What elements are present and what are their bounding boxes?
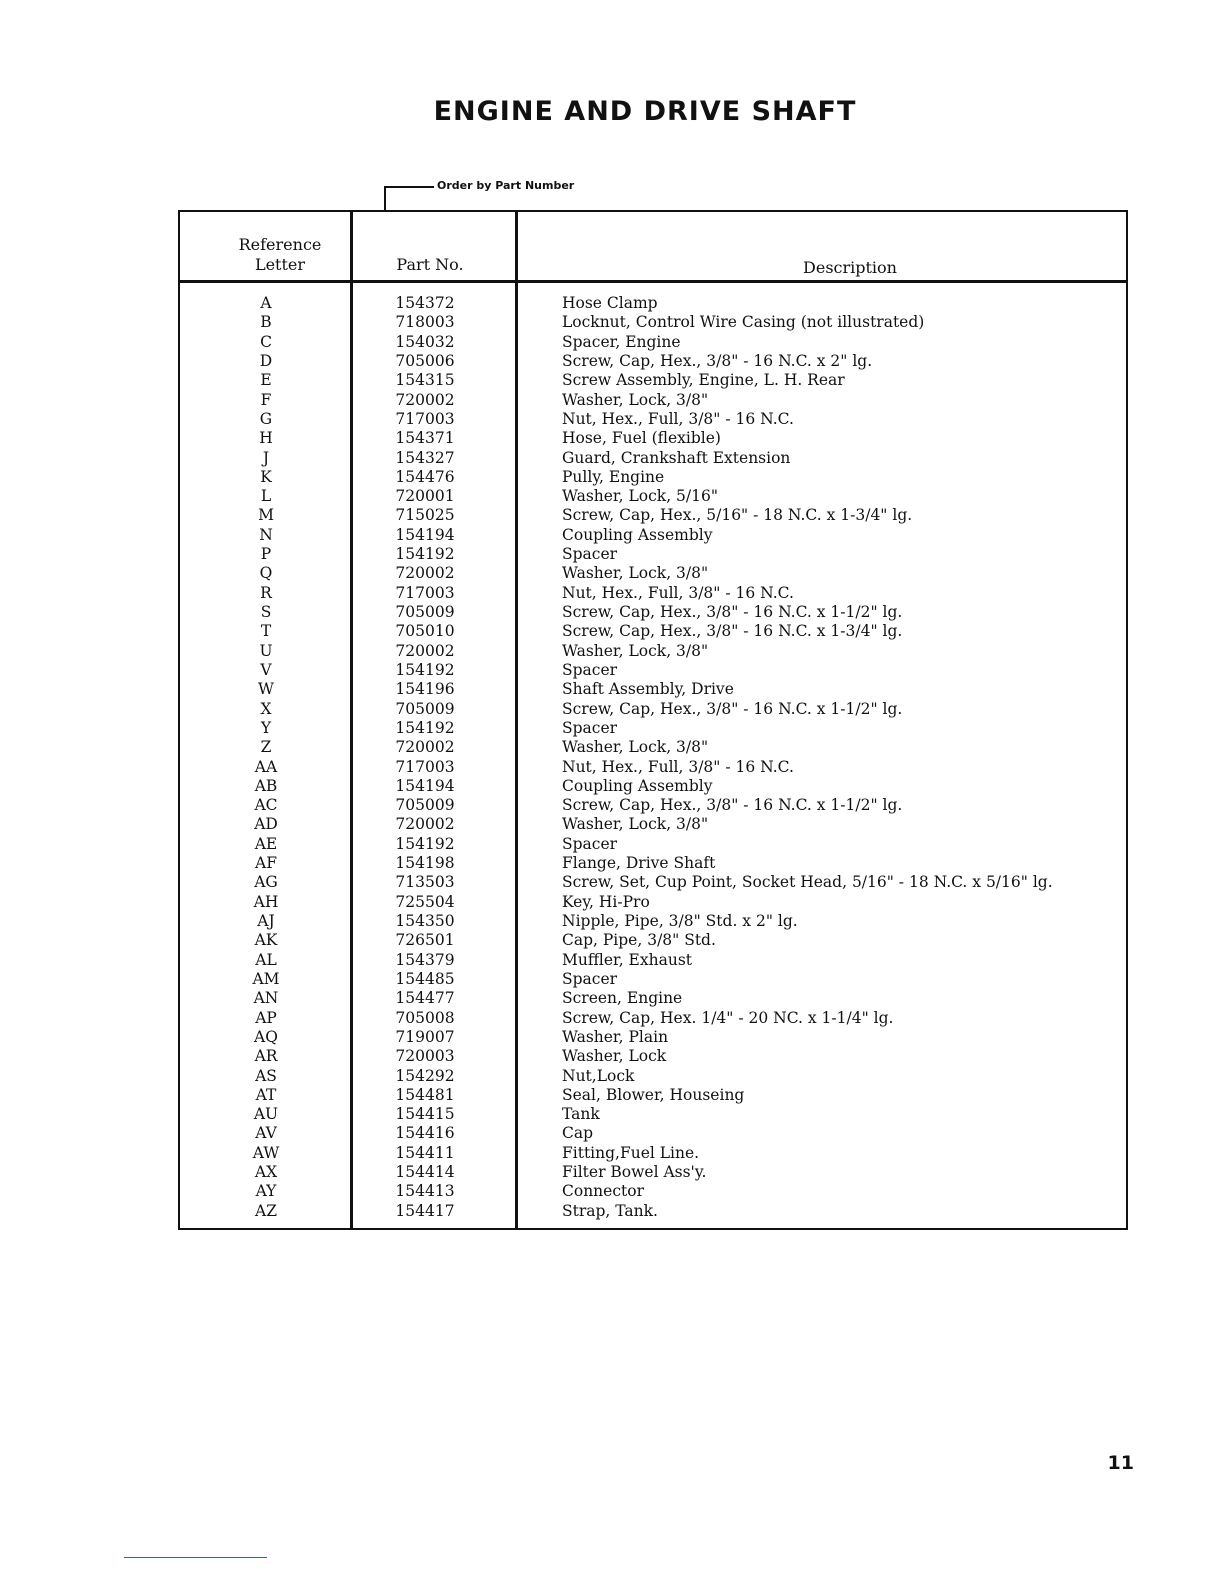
- description-cell: Nut, Hex., Full, 3/8" - 16 N.C.: [562, 409, 794, 428]
- reference-letter-cell: AF: [255, 854, 277, 873]
- description-cell: Washer, Lock: [562, 1047, 667, 1066]
- table-row: [180, 989, 1126, 1008]
- reference-letter-cell: A: [260, 294, 272, 312]
- table-row: [180, 873, 1126, 892]
- part-number-cell: 705009: [395, 699, 455, 718]
- reference-letter-cell: W: [258, 680, 274, 699]
- part-number-cell: 720002: [395, 815, 455, 834]
- table-row: [180, 429, 1126, 448]
- part-number-cell: 154414: [395, 1163, 455, 1182]
- table-row: [180, 642, 1126, 661]
- part-number-cell: 154485: [395, 969, 455, 988]
- description-cell: Screw, Cap, Hex., 3/8" - 16 N.C. x 1-1/2" lg.: [562, 603, 903, 621]
- table-row: [180, 584, 1126, 603]
- reference-letter-cell: AD: [254, 815, 278, 834]
- header-part-no: Part No.: [396, 255, 464, 274]
- part-number-cell: 720002: [395, 738, 455, 757]
- part-number-cell: 713503: [395, 873, 455, 892]
- table-row: [180, 1202, 1126, 1221]
- description-cell: Spacer: [562, 545, 618, 564]
- reference-letter-cell: K: [260, 467, 272, 486]
- order-note: Order by Part Number: [437, 179, 575, 192]
- table-row: [180, 1163, 1126, 1182]
- reference-letter-cell: J: [262, 448, 270, 467]
- order-note-bracket: [384, 186, 434, 188]
- table-row: [180, 352, 1126, 371]
- reference-letter-cell: AB: [254, 776, 278, 795]
- reference-letter-cell: T: [260, 622, 272, 641]
- page-title: ENGINE AND DRIVE SHAFT: [433, 96, 857, 127]
- table-row: [180, 1047, 1126, 1066]
- reference-letter-cell: AJ: [257, 912, 275, 930]
- description-cell: Cap: [562, 1124, 594, 1143]
- description-cell: Screw, Cap, Hex., 5/16" - 18 N.C. x 1-3/4" lg.: [562, 506, 913, 525]
- description-cell: Hose Clamp: [562, 294, 658, 312]
- reference-letter-cell: AK: [254, 931, 278, 950]
- part-number-cell: 154477: [395, 989, 455, 1008]
- reference-letter-cell: L: [260, 487, 272, 506]
- table-row: [180, 1009, 1126, 1028]
- reference-letter-cell: U: [259, 641, 273, 660]
- table-row: [180, 564, 1126, 583]
- description-cell: Washer, Lock, 3/8": [562, 390, 709, 409]
- description-cell: Guard, Crankshaft Extension: [562, 448, 791, 467]
- reference-letter-cell: AN: [253, 989, 279, 1008]
- part-number-cell: 705008: [395, 1008, 455, 1027]
- table-row: [180, 661, 1126, 680]
- reference-letter-cell: AG: [254, 873, 278, 892]
- table-row: [180, 970, 1126, 989]
- order-note-pointer: [384, 186, 386, 210]
- description-cell: Screen, Engine: [562, 989, 683, 1008]
- part-number-cell: 154413: [395, 1182, 455, 1201]
- reference-letter-cell: AT: [255, 1085, 277, 1104]
- part-number-cell: 154476: [395, 467, 455, 486]
- description-cell: Screw, Cap, Hex., 3/8" - 16 N.C. x 1-1/2" lg.: [562, 699, 903, 718]
- part-number-cell: 154032: [395, 332, 455, 351]
- description-cell: Spacer, Engine: [562, 332, 681, 351]
- description-cell: Coupling Assembly: [562, 776, 713, 795]
- part-number-cell: 154194: [395, 776, 455, 795]
- reference-letter-cell: B: [260, 313, 272, 332]
- part-number-cell: 154371: [395, 429, 455, 448]
- reference-letter-cell: AZ: [255, 1201, 277, 1220]
- description-cell: Screw, Cap, Hex., 3/8" - 16 N.C. x 1-3/4" lg.: [562, 622, 903, 641]
- reference-letter-cell: E: [260, 371, 272, 390]
- description-cell: Washer, Lock, 3/8": [562, 738, 709, 757]
- table-row: [180, 603, 1126, 622]
- reference-letter-cell: AC: [254, 796, 278, 815]
- table-row: [180, 854, 1126, 873]
- table-row: [180, 738, 1126, 757]
- table-row: [180, 1028, 1126, 1047]
- table-row: [180, 1144, 1126, 1163]
- description-cell: Muffler, Exhaust: [562, 950, 693, 969]
- part-number-cell: 717003: [395, 583, 455, 602]
- reference-letter-cell: F: [260, 390, 272, 409]
- table-row: [180, 1182, 1126, 1201]
- table-row: [180, 835, 1126, 854]
- description-cell: Connector: [562, 1182, 644, 1201]
- reference-letter-cell: X: [260, 699, 272, 718]
- reference-letter-cell: AW: [252, 1143, 280, 1162]
- reference-letter-cell: Q: [259, 564, 273, 583]
- part-number-cell: 154417: [395, 1201, 455, 1220]
- part-number-cell: 154379: [395, 950, 455, 969]
- part-number-cell: 720002: [395, 564, 455, 583]
- part-number-cell: 154192: [395, 660, 455, 679]
- part-number-cell: 719007: [395, 1027, 455, 1046]
- reference-letter-cell: G: [259, 409, 273, 428]
- description-cell: Washer, Lock, 3/8": [562, 641, 709, 660]
- table-row: [180, 1067, 1126, 1086]
- header-description: Description: [803, 258, 897, 277]
- table-row: [180, 294, 1126, 313]
- part-number-cell: 154196: [395, 680, 455, 699]
- table-row: [180, 449, 1126, 468]
- reference-letter-cell: AV: [255, 1124, 277, 1143]
- description-cell: Screw, Cap, Hex., 3/8" - 16 N.C. x 1-1/2" lg.: [562, 796, 903, 815]
- part-number-cell: 720002: [395, 641, 455, 660]
- table-row: [180, 526, 1126, 545]
- description-cell: Tank: [562, 1105, 600, 1124]
- table-row: [180, 758, 1126, 777]
- description-cell: Nut, Hex., Full, 3/8" - 16 N.C.: [562, 757, 794, 776]
- description-cell: Fitting,Fuel Line.: [562, 1143, 700, 1162]
- description-cell: Washer, Plain: [562, 1027, 669, 1046]
- reference-letter-cell: AA: [254, 757, 278, 776]
- description-cell: Screw Assembly, Engine, L. H. Rear: [562, 371, 845, 390]
- part-number-cell: 154416: [395, 1124, 455, 1143]
- description-cell: Filter Bowel Ass'y.: [562, 1163, 707, 1182]
- part-number-cell: 717003: [395, 409, 455, 428]
- part-number-cell: 154372: [395, 294, 455, 312]
- table-row: [180, 333, 1126, 352]
- reference-letter-cell: AY: [255, 1182, 277, 1201]
- table-row: [180, 700, 1126, 719]
- part-number-cell: 154194: [395, 525, 455, 544]
- part-number-cell: 717003: [395, 757, 455, 776]
- part-number-cell: 705010: [395, 622, 455, 641]
- reference-letter-cell: AE: [254, 834, 278, 853]
- reference-letter-cell: S: [260, 603, 272, 621]
- description-cell: Strap, Tank.: [562, 1201, 658, 1220]
- table-row: [180, 313, 1126, 332]
- description-cell: Cap, Pipe, 3/8" Std.: [562, 931, 716, 950]
- page-number: 11: [1107, 1452, 1134, 1474]
- part-number-cell: 720003: [395, 1047, 455, 1066]
- part-number-cell: 154481: [395, 1085, 455, 1104]
- part-number-cell: 154350: [395, 912, 455, 930]
- part-number-cell: 154192: [395, 718, 455, 737]
- reference-letter-cell: H: [259, 429, 273, 448]
- reference-letter-cell: C: [260, 332, 272, 351]
- part-number-cell: 718003: [395, 313, 455, 332]
- description-cell: Washer, Lock, 3/8": [562, 564, 709, 583]
- description-cell: Screw, Cap, Hex., 3/8" - 16 N.C. x 2" lg.: [562, 351, 873, 370]
- part-number-cell: 715025: [395, 506, 455, 525]
- header-reference-letter: Reference Letter: [238, 235, 322, 274]
- part-number-cell: 720002: [395, 390, 455, 409]
- reference-letter-cell: AR: [254, 1047, 278, 1066]
- table-row: [180, 545, 1126, 564]
- reference-letter-cell: AS: [255, 1066, 277, 1085]
- table-row: [180, 371, 1126, 390]
- reference-letter-cell: V: [260, 660, 272, 679]
- reference-letter-cell: AL: [255, 950, 277, 969]
- footer-rule: [124, 1557, 267, 1558]
- part-number-cell: 154415: [395, 1105, 455, 1124]
- table-row: [180, 506, 1126, 525]
- table-row: [180, 931, 1126, 950]
- description-cell: Nut,Lock: [562, 1066, 635, 1085]
- part-number-cell: 726501: [395, 931, 455, 950]
- part-number-cell: 154327: [395, 448, 455, 467]
- table-row: [180, 410, 1126, 429]
- description-cell: Washer, Lock, 5/16": [562, 487, 718, 506]
- table-row: [180, 1105, 1126, 1124]
- description-cell: Spacer: [562, 718, 618, 737]
- description-cell: Spacer: [562, 660, 618, 679]
- part-number-cell: 154315: [395, 371, 455, 390]
- description-cell: Washer, Lock, 3/8": [562, 815, 709, 834]
- part-number-cell: 154198: [395, 854, 455, 873]
- table-row: [180, 912, 1126, 931]
- table-row: [180, 391, 1126, 410]
- part-number-cell: 154292: [395, 1066, 455, 1085]
- description-cell: Shaft Assembly, Drive: [562, 680, 734, 699]
- table-row: [180, 951, 1126, 970]
- reference-letter-cell: AU: [253, 1105, 279, 1124]
- part-number-cell: 154192: [395, 545, 455, 564]
- description-cell: Coupling Assembly: [562, 525, 713, 544]
- table-row: [180, 622, 1126, 641]
- reference-letter-cell: AH: [253, 892, 279, 911]
- description-cell: Seal, Blower, Houseing: [562, 1085, 745, 1104]
- table-row: [180, 777, 1126, 796]
- reference-letter-cell: D: [259, 351, 273, 370]
- reference-letter-cell: Z: [260, 738, 272, 757]
- header-divider: [180, 280, 1126, 283]
- reference-letter-cell: AM: [252, 969, 280, 988]
- table-row: [180, 719, 1126, 738]
- reference-letter-cell: R: [260, 583, 272, 602]
- table-row: [180, 1086, 1126, 1105]
- part-number-cell: 705009: [395, 796, 455, 815]
- description-cell: Screw, Set, Cup Point, Socket Head, 5/16" - 18 N.C. x 5/16" lg.: [562, 873, 1053, 892]
- part-number-cell: 725504: [395, 892, 455, 911]
- description-cell: Locknut, Control Wire Casing (not illustrated): [562, 313, 925, 332]
- description-cell: Hose, Fuel (flexible): [562, 429, 721, 448]
- part-number-cell: 154411: [395, 1143, 455, 1162]
- parts-rows: [180, 294, 1126, 1221]
- description-cell: Pully, Engine: [562, 467, 665, 486]
- table-row: [180, 796, 1126, 815]
- reference-letter-cell: M: [258, 506, 274, 525]
- part-number-cell: 705006: [395, 351, 455, 370]
- reference-letter-cell: P: [260, 545, 272, 564]
- reference-letter-cell: AP: [255, 1008, 277, 1027]
- description-cell: Screw, Cap, Hex. 1/4" - 20 NC. x 1-1/4" lg.: [562, 1008, 894, 1027]
- reference-letter-cell: AX: [254, 1163, 278, 1182]
- description-cell: Spacer: [562, 969, 618, 988]
- part-number-cell: 154192: [395, 834, 455, 853]
- description-cell: Nut, Hex., Full, 3/8" - 16 N.C.: [562, 583, 794, 602]
- part-number-cell: 705009: [395, 603, 455, 621]
- table-row: [180, 1124, 1126, 1143]
- description-cell: Spacer: [562, 834, 618, 853]
- reference-letter-cell: N: [259, 525, 273, 544]
- description-cell: Nipple, Pipe, 3/8" Std. x 2" lg.: [562, 912, 798, 930]
- table-row: [180, 468, 1126, 487]
- table-row: [180, 680, 1126, 699]
- description-cell: Key, Hi-Pro: [562, 892, 650, 911]
- description-cell: Flange, Drive Shaft: [562, 854, 716, 873]
- parts-table: [178, 210, 1128, 1230]
- reference-letter-cell: AQ: [254, 1027, 278, 1046]
- part-number-cell: 720001: [395, 487, 455, 506]
- reference-letter-cell: Y: [260, 718, 272, 737]
- table-row: [180, 487, 1126, 506]
- table-row: [180, 815, 1126, 834]
- table-row: [180, 893, 1126, 912]
